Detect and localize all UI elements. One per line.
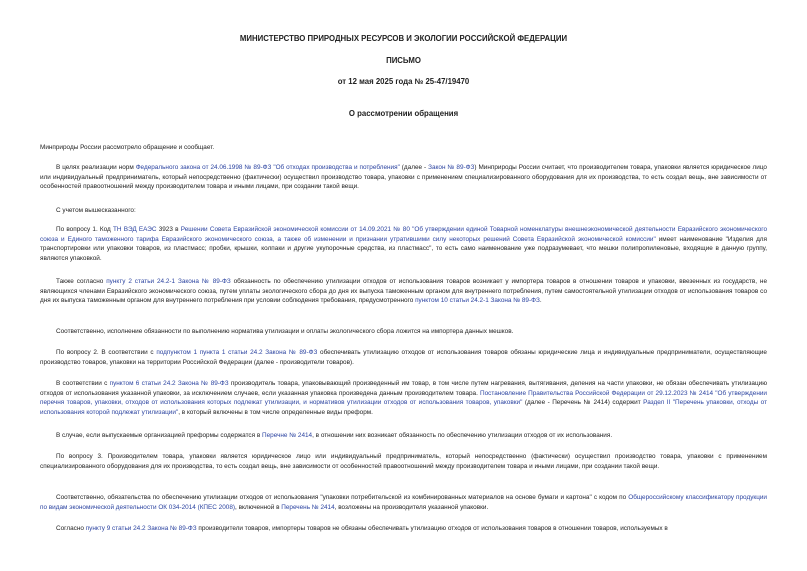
paragraph [40,493,767,512]
paragraph [40,143,767,153]
paragraph-text: , возложены на производителя указанной упаковки. [334,503,489,511]
paragraph-text: (далее - Перечень № 2414) содержит [522,399,644,406]
paragraph-text: Согласно [56,525,86,532]
paragraph-text: Также согласно [56,278,107,285]
paragraph-text: Соответственно, обязательства по обеспечению утилизации отходов от использования "упаковки потребительской из комбинированных материалов на основе бумаги и картона" с кодом по [56,494,629,501]
document-link[interactable]: Федерального закона от 24.06.1998 № 89-ФЗ "Об отходах производства и потребления" [135,164,400,171]
document-link[interactable]: Закон № 89-ФЗ [428,164,475,171]
paragraph-text: С учетом вышесказанного: [56,207,136,214]
document-link[interactable]: Решении Совета Евразийской экономической комиссии от 14.09.2021 № 80 "Об утверждении единой Товарной номенклатуры внешнеэкономической деятельности Евразийского экономического союза и Единого таможенного тарифа Евразийского экономического союза, а также об изменении и признании утратившими силу некоторых решений Совета Евразийской экономической комиссии" [40,226,768,243]
document-link[interactable]: Общероссийскому классификатору продукции по видам экономической деятельности ОК 034-2014 (КПЕС 2008) [40,494,767,511]
paragraph-text: В случае, если выпускаемые организацией преформы содержатся в [56,432,263,439]
document-link[interactable]: пункту 9 статьи 24.2 Закона № 89-ФЗ [85,525,197,532]
document-subject: О рассмотрении обращения [348,109,459,118]
paragraph-text: Минприроды России рассмотрело обращение и сообщает. [40,144,215,151]
document-link[interactable]: пункту 2 статьи 24.2-1 Закона № 89-ФЗ [106,278,231,285]
document-date-number: от 12 мая 2025 года № 25-47/19470 [337,77,470,86]
paragraph [40,348,767,367]
paragraph-text: 3923 в [156,226,181,233]
paragraph-text: обеспечивать утилизацию отходов от использования товаров обязаны юридические лица и индивидуальные предприниматели, осуществляющие производство товаров, упаковки на территории Российской Федерации (далее - производители товаров). [40,349,767,366]
paragraph-text: , в отношении них возникает обязанность по обеспечению утилизации отходов от их использования. [312,432,613,439]
paragraph-text: Соответственно, исполнение обязанности по выполнению норматива утилизации и оплаты экологического сбора ложится на импортера данных мешков. [56,328,514,335]
document-link[interactable]: ТН ВЭД ЕАЭС [113,226,157,233]
paragraph-text: (далее - [399,164,429,171]
paragraph-text: По вопросу 1. Код [56,226,113,233]
paragraph [40,206,767,216]
paragraph-text: По вопросу 3. Производителем товара, упаковки является юридическое лицо или индивидуальный предприниматель, который непосредственно (фактически) осуществил производство товара, упаковки с применением специализированного оборудования для их производства, то есть создал вещь, вне зависимости от особенностей правоотношений между производителем товара и иными лицами, при создании такой вещи. [40,453,767,470]
paragraph [40,277,767,306]
document-link[interactable]: Раздел II "Перечень упаковки, отходы от использования которой подлежат утилизации" [40,399,767,416]
paragraph-text: ) Минприроды России считает, что производителем товара, упаковки является юридическое лицо или индивидуальный предприниматель, который непосредственно (фактически) осуществил производство товара, упаковки с применением специализированного оборудования для их производства, то есть создал вещь, вне зависимости от особенностей правоотношений между производителем товара и иными лицами, при создании такой вещи. [40,164,767,190]
paragraph [40,163,767,192]
paragraph-text: имеет наименование "Изделия для транспортировки или упаковки товаров, из пластмасс; пробки, крышки, колпаки и другие укупорочные средства, из пластмасс", то есть само наименование уже подразумевает, что мешки полипропиленовые, входящие в данную группу, являются упаковкой. [40,235,767,262]
paragraph-text: . [539,297,542,304]
paragraph-text: , включенной в [235,503,282,511]
paragraph-text: В целях реализации норм [56,164,136,171]
document-type: ПИСЬМО [386,56,421,65]
document-link[interactable]: подпунктом 1 пункта 1 статьи 24.2 Закона № 89-ФЗ [156,349,318,356]
paragraph [40,327,767,337]
paragraph [40,524,767,534]
paragraph-text: обязанность по обеспечению утилизации отходов от использования товаров возникает у импортера товаров в отношении товаров и упаковки, ввезенных из государств, не являющихся членами Евразийского экономического союза, путем уплаты экологического сбора до дня их выпуска таможенным органом для внутреннего потребления, путем самостоятельной утилизации отходов от использования товаров со дня их выпуска таможенным органом для внутреннего потребления при условии соблюдения требования, предусмотренного [40,278,767,304]
document-link[interactable]: Перечень № 2414 [281,503,335,511]
document-link[interactable]: пунктом 6 статьи 24.2 Закона № 89-ФЗ [109,380,229,387]
paragraph [40,225,767,263]
paragraph-text: производитель товара, упаковывающий произведенный им товар, в том числе путем нагревания, вытягивания, деления на части упаковки, не обязан обеспечивать утилизацию отходов от использования указанной упаковки, за исключением случаев, если указанная упаковка произведена данным производителем товара. [40,380,767,397]
document-link[interactable]: Перечне № 2414 [262,432,313,439]
paragraph-text: По вопросу 2. В соответствии с [56,349,157,356]
paragraph-text: В соответствии с [56,380,110,387]
paragraph [40,452,767,471]
paragraph-text: , в который включены в том числе определенные виды преформ. [178,408,373,416]
ministry-heading: МИНИСТЕРСТВО ПРИРОДНЫХ РЕСУРСОВ И ЭКОЛОГИИ РОССИЙСКОЙ ФЕДЕРАЦИИ [239,34,568,43]
document-link[interactable]: пунктом 10 статьи 24.2-1 Закона № 89-ФЗ [415,297,540,304]
paragraph [40,379,767,417]
paragraph [40,431,767,441]
paragraph-text: производители товаров, импортеры товаров не обязаны обеспечивать утилизацию отходов от использования товаров в отношении товаров, используемых в [196,525,668,532]
document-link[interactable]: Постановление Правительства Российской Федерации от 29.12.2023 № 2414 "Об утверждении перечня товаров, упаковки, отходов от использования которых подлежат утилизации, и нормативов утилизации отходов от использования товаров, упаковки" [40,389,767,406]
